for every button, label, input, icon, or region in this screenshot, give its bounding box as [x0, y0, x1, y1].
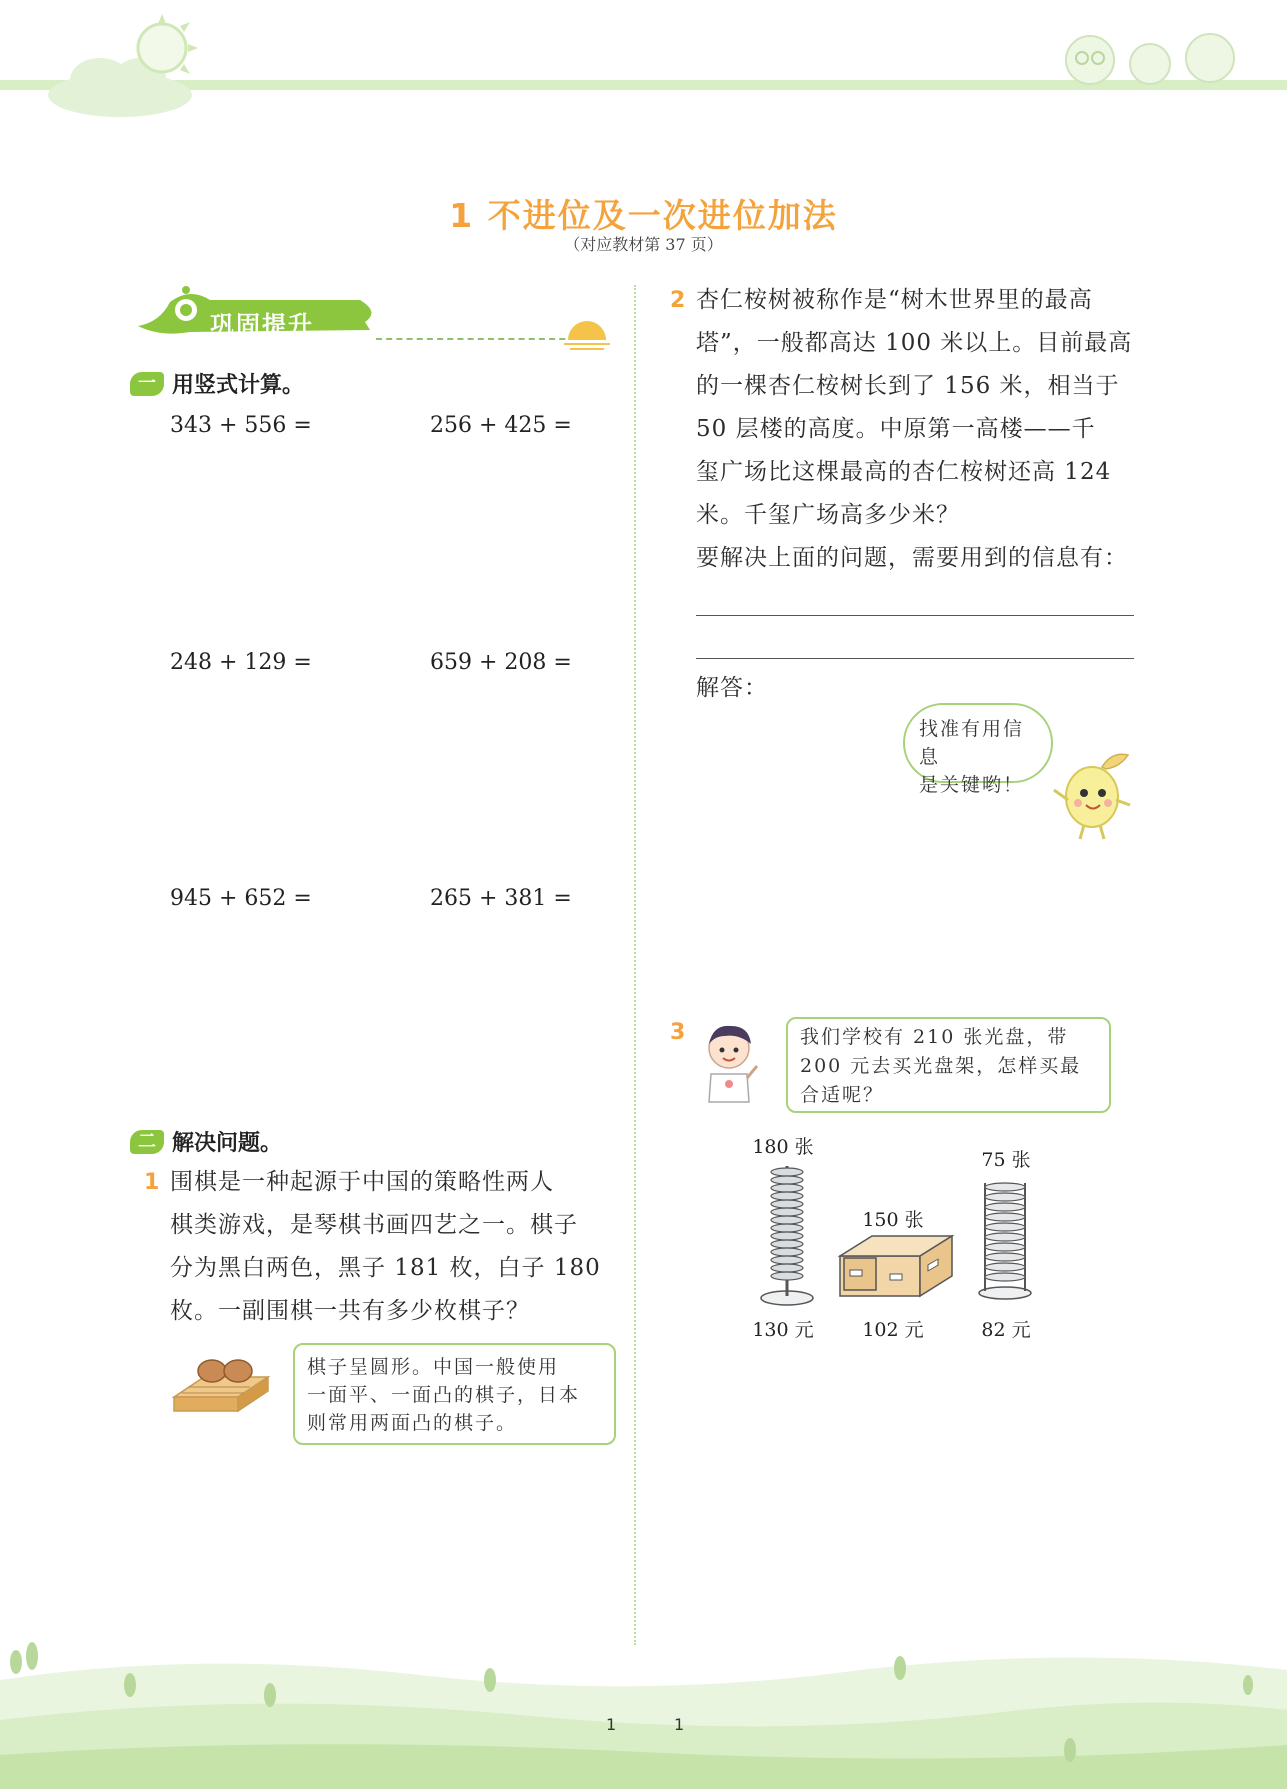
hills-decoration	[0, 1640, 1287, 1789]
q2-text	[696, 279, 1156, 580]
part2-heading-text: 解决问题。	[172, 1131, 283, 1156]
page-title: 1 不进位及一次进位加法	[449, 196, 838, 235]
q1-tip-line: 棋子呈圆形。中国一般使用	[307, 1356, 560, 1378]
item-1-price: 130 元	[752, 1319, 814, 1341]
q2-tip-bubble	[903, 703, 1053, 796]
q2-line: 的一棵杏仁桉树长到了 156 米，相当于	[696, 373, 1120, 399]
q1-text	[170, 1161, 620, 1333]
q2-line: 50 层楼的高度。中原第一高楼——千	[696, 416, 1096, 442]
answer-line-1[interactable]	[696, 615, 1134, 616]
sun-icon	[120, 10, 210, 90]
page-subtitle: （对应教材第 37 页）	[564, 235, 723, 254]
cd-rack-icon	[975, 1173, 1035, 1301]
exercise-1: 343 + 556 =	[170, 413, 312, 438]
q1-line: 分为黑白两色，黑子 181 枚，白子 180	[170, 1255, 601, 1281]
q1-tip-bubble	[293, 1343, 616, 1445]
item-3-capacity: 75 张	[981, 1149, 1031, 1171]
exercise-5: 945 + 652 =	[170, 886, 312, 911]
q2-line: 米。千玺广场高多少米？	[696, 502, 960, 528]
q1-line: 棋类游戏，是琴棋书画四艺之一。棋子	[170, 1212, 578, 1238]
page-number-right: 1	[674, 1715, 685, 1734]
q2-line: 要解决上面的问题，需要用到的信息有：	[696, 545, 1128, 571]
exercise-3: 248 + 129 =	[170, 650, 312, 675]
item-2-capacity: 150 张	[862, 1209, 924, 1231]
q2-line: 塔”，一般都高达 100 米以上。目前最高	[696, 330, 1133, 356]
column-divider	[634, 285, 636, 1645]
go-board-icon	[168, 1355, 274, 1427]
page-number-left: 1	[606, 1715, 617, 1734]
q2-line: 玺广场比这棵最高的杏仁桉树还高 124	[696, 459, 1112, 485]
part2-marker: 二	[130, 1130, 164, 1154]
q3-number: 3	[670, 1020, 686, 1045]
q1-line: 围棋是一种起源于中国的策略性两人	[170, 1169, 554, 1195]
animal-faces-icon	[1060, 20, 1250, 90]
exercise-2: 256 + 425 =	[430, 413, 572, 438]
q3-speech-line: 合适呢？	[800, 1084, 885, 1106]
cd-tower-icon	[757, 1160, 817, 1308]
q2-tip-line: 是关键哟！	[919, 774, 1025, 796]
q3-speech-line: 我们学校有 210 张光盘，带	[800, 1026, 1069, 1048]
part2-heading	[130, 1126, 282, 1157]
q3-speech-line: 200 元去买光盘架，怎样买最	[800, 1055, 1082, 1077]
q1-tip-line: 一面平、一面凸的棋子，日本	[307, 1384, 581, 1406]
part1-marker: 一	[130, 372, 164, 396]
boy-icon	[695, 1018, 765, 1113]
q2-tip-line: 找准有用信息	[919, 718, 1025, 768]
q1-number: 1	[144, 1170, 160, 1195]
section-badge-label: 巩固提升	[210, 311, 314, 339]
part1-heading-text: 用竖式计算。	[172, 373, 305, 398]
item-3-price: 82 元	[981, 1319, 1031, 1341]
part1-heading	[130, 368, 304, 399]
item-2-price: 102 元	[862, 1319, 924, 1341]
q3-speech-bubble	[786, 1017, 1111, 1113]
exercise-6: 265 + 381 =	[430, 886, 572, 911]
lemon-mascot-icon	[1050, 745, 1140, 845]
q2-answer-label: 解答：	[696, 675, 768, 701]
sunset-icon	[562, 314, 612, 354]
cd-drawer-icon	[836, 1228, 958, 1300]
q2-number: 2	[670, 288, 686, 313]
item-1-capacity: 180 张	[752, 1136, 814, 1158]
q1-tip-line: 则常用两面凸的棋子。	[307, 1412, 518, 1434]
q2-line: 杏仁桉树被称作是“树木世界里的最高	[696, 287, 1093, 313]
exercise-4: 659 + 208 =	[430, 650, 572, 675]
answer-line-2[interactable]	[696, 658, 1134, 659]
q1-line: 枚。一副围棋一共有多少枚棋子？	[170, 1298, 530, 1324]
